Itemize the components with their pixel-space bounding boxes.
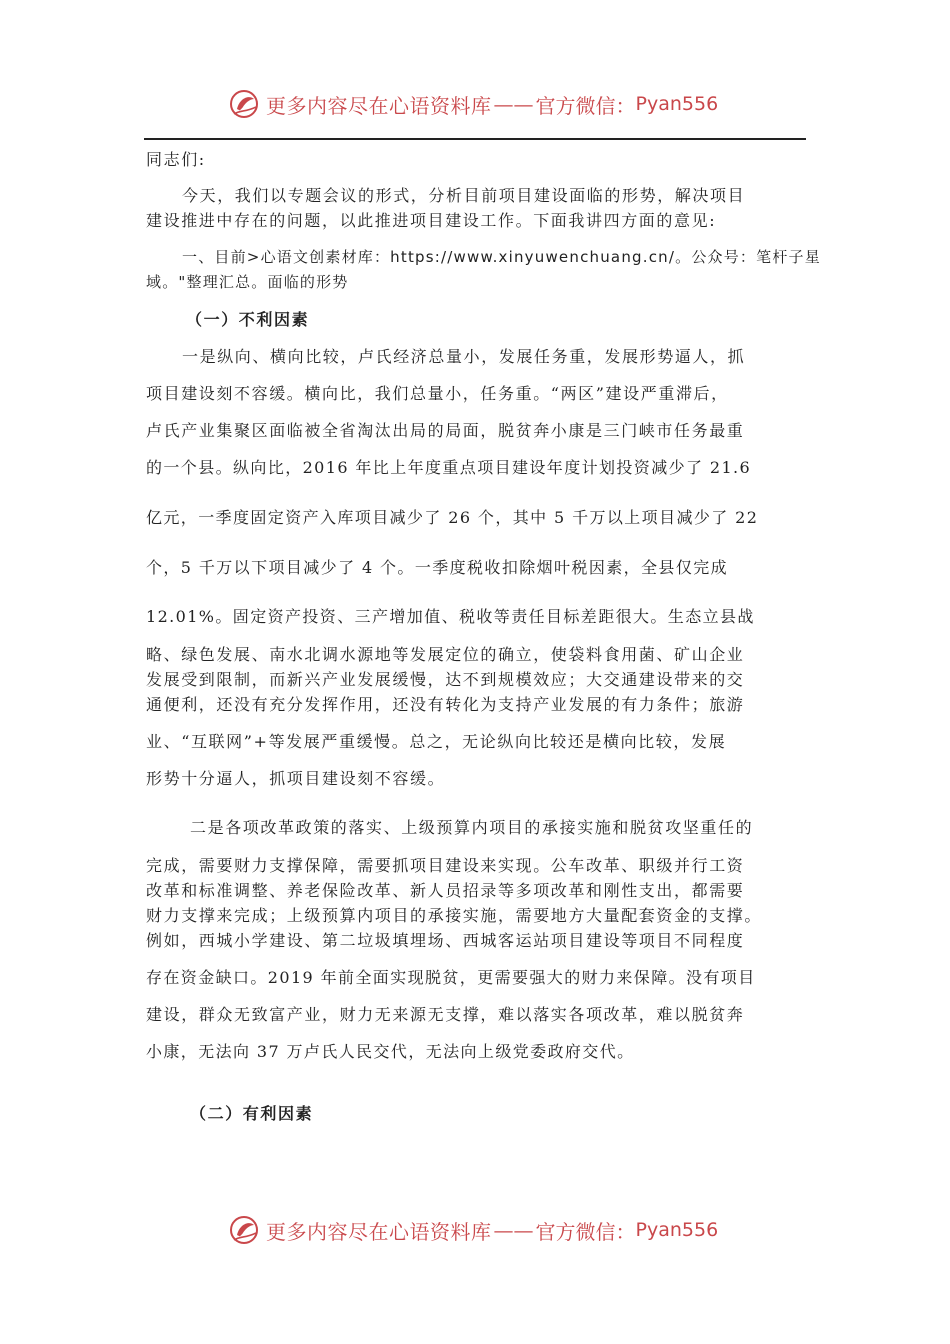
paragraph-line: 项目建设刻不容缓。横向比，我们总量小，任务重。“两区”建设严重滞后， <box>146 384 729 403</box>
banner-wechat-label: 官方微信： <box>535 1219 636 1244</box>
paragraph-line: 域。"整理汇总。面临的形势 <box>146 273 349 291</box>
footer-banner <box>228 1210 748 1250</box>
salutation: 同志们: <box>146 150 206 169</box>
banner-slogan: 更多内容尽在心语资料库 <box>266 93 492 118</box>
paragraph-line: 业、“互联网”+等发展严重缓慢。总之，无论纵向比较还是横向比较，发展 <box>146 732 727 751</box>
paragraph-line: 例如，西城小学建设、第二垃圾填埋场、西城客运站项目建设等项目不同程度 <box>146 931 745 950</box>
paragraph-line: 存在资金缺口。2019 年前全面实现脱贫，更需要强大的财力来保障。没有项目 <box>146 968 756 987</box>
paragraph-line: 发展受到限制，而新兴产业发展缓慢，达不到规模效应；大交通建设带来的交 <box>146 670 745 689</box>
header-banner <box>228 84 748 124</box>
paragraph-line: 一、目前>心语文创素材库：https://www.xinyuwenchuang.cn/。公众号：笔杆子星 <box>182 248 821 266</box>
paragraph-line: 个，5 千万以下项目减少了 4 个。一季度税收扣除烟叶税因素，全县仅完成 <box>146 558 729 577</box>
paragraph-line: 卢氏产业集聚区面临被全省淘汰出局的局面，脱贫奔小康是三门峡市任务最重 <box>146 421 745 440</box>
banner-wechat-id: Pyan556 <box>635 93 719 115</box>
banner-slogan: 更多内容尽在心语资料库 <box>266 1219 492 1244</box>
banner-separator: —— <box>493 92 534 116</box>
paragraph-line: 建设推进中存在的问题，以此推进项目建设工作。下面我讲四方面的意见: <box>146 211 717 230</box>
pen-swirl-logo-icon <box>228 1213 262 1247</box>
paragraph-line: 12.01%。固定资产投资、三产增加值、税收等责任目标差距很大。生态立县战 <box>146 607 755 626</box>
paragraph-line: 通便利，还没有充分发挥作用，还没有转化为支持产业发展的有力条件；旅游 <box>146 695 745 714</box>
header-divider <box>144 138 806 140</box>
paragraph-line: 形势十分逼人，抓项目建设刻不容缓。 <box>146 769 446 788</box>
paragraph-line: 二是各项改革政策的落实、上级预算内项目的承接实施和脱贫攻坚重任的 <box>190 818 754 837</box>
paragraph-line: 建设，群众无致富产业，财力无来源无支撑，难以落实各项改革，难以脱贫奔 <box>146 1005 745 1024</box>
banner-wechat-id: Pyan556 <box>635 1219 719 1241</box>
paragraph-line: 略、绿色发展、南水北调水源地等发展定位的确立，使袋料食用菌、矿山企业 <box>146 645 745 664</box>
paragraph-line: 财力支撑来完成；上级预算内项目的承接实施，需要地方大量配套资金的支撑。 <box>146 906 763 925</box>
paragraph-line: 完成，需要财力支撑保障，需要抓项目建设来实现。公车改革、职级并行工资 <box>146 856 745 875</box>
paragraph-line: 改革和标准调整、养老保险改革、新人员招录等多项改革和刚性支出，都需要 <box>146 881 745 900</box>
banner-wechat-label: 官方微信： <box>535 93 636 118</box>
section-heading-unfavorable: （一）不利因素 <box>186 310 310 329</box>
paragraph-line: 小康，无法向 37 万卢氏人民交代，无法向上级党委政府交代。 <box>146 1042 635 1061</box>
paragraph-line: 今天，我们以专题会议的形式，分析目前项目建设面临的形势，解决项目 <box>182 186 746 205</box>
paragraph-line: 的一个县。纵向比，2016 年比上年度重点项目建设年度计划投资减少了 21.6 <box>146 458 752 477</box>
pen-swirl-logo-icon <box>228 87 262 121</box>
banner-separator: —— <box>493 1218 534 1242</box>
paragraph-line: 亿元，一季度固定资产入库项目减少了 26 个，其中 5 千万以上项目减少了 22 <box>146 508 759 527</box>
section-heading-favorable: （二）有利因素 <box>190 1104 314 1123</box>
paragraph-line: 一是纵向、横向比较，卢氏经济总量小，发展任务重，发展形势逼人，抓 <box>182 347 746 366</box>
